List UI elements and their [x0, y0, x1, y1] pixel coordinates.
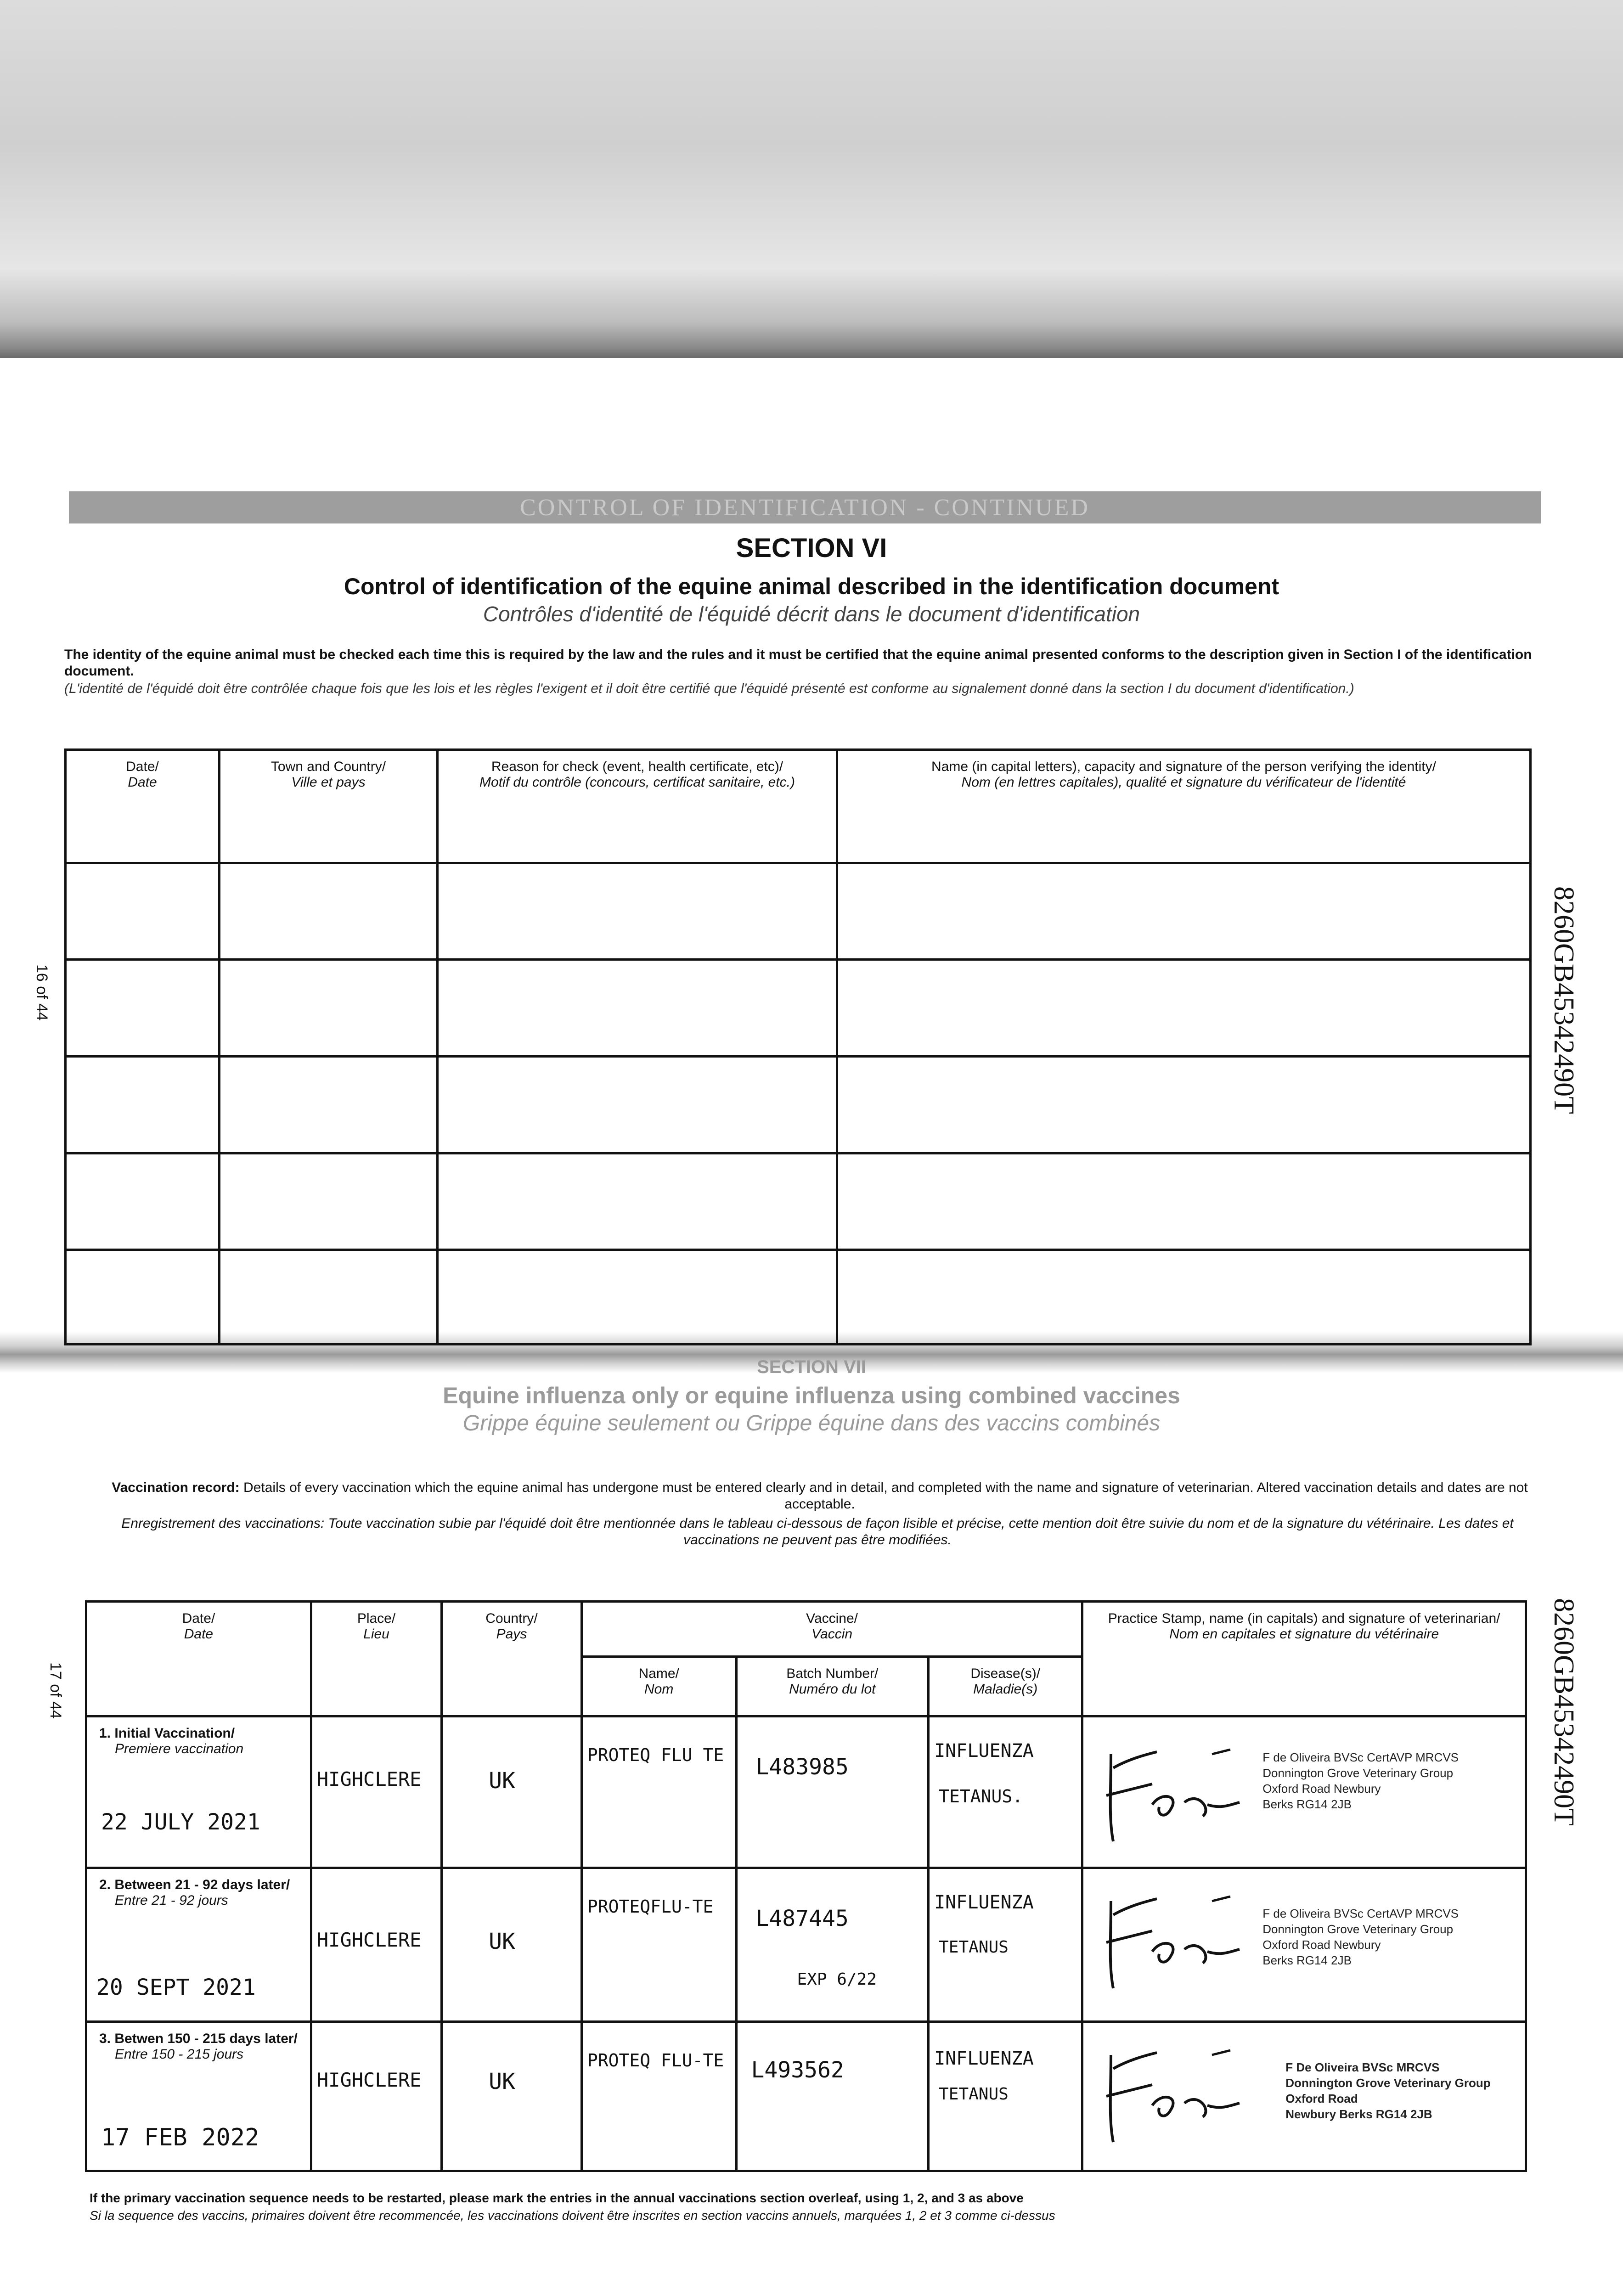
- vaccination-record-text-fr: Toute vaccination subie par l'équidé doit être mentionnée dans le tableau ci-dessous de façon lisible et précise, cette mention doit être suivie du nom et de la signature du vétérinaire. Les dates et vaccinations ne peuvent pas être modifiées.: [328, 1516, 1514, 1548]
- col-town-country: Town and Country/ Ville et pays: [220, 750, 438, 863]
- vacc-name: PROTEQFLU-TE: [587, 1896, 714, 1917]
- vet-signature-icon: [1093, 1740, 1249, 1846]
- section-vii-title-fr: Grippe équine seulement ou Grippe équine dans des vaccins combinés: [462, 1411, 1161, 1435]
- vaccination-row-3: [86, 2022, 1526, 2171]
- table-row: [66, 1250, 1531, 1345]
- section-vi-intro: The identity of the equine animal must be checked each time this is required by the law and the rules and it must be certified that the equine animal presented conforms to the description given in Section I of the identification document.: [64, 647, 1532, 679]
- page-number-16: 16 of 44: [33, 964, 51, 1021]
- vaccination-record-note-fr: [87, 1515, 1548, 1548]
- vacc-disease-1: INFLUENZA: [934, 1740, 1034, 1761]
- vaccination-record-label-fr: Enregistrement des vaccinations:: [121, 1516, 325, 1531]
- vacc-batch: L493562: [751, 2057, 844, 2083]
- vacc-name: PROTEQ FLU-TE: [587, 2050, 724, 2071]
- col-disease: Disease(s)/ Maladie(s): [929, 1657, 1082, 1716]
- vaccination-record-note: [96, 1480, 1543, 1513]
- col-reason: Reason for check (event, health certificate, etc)/ Motif du contrôle (concours, certificat sanitaire, etc.): [438, 750, 837, 863]
- vacc-place: HIGHCLERE: [316, 2069, 422, 2091]
- col-practice-stamp: Practice Stamp, name (in capitals) and signature of veterinarian/ Nom en capitales et signature du vétérinaire: [1082, 1602, 1526, 1716]
- col-vaccine: Vaccine/ Vaccin: [581, 1602, 1082, 1657]
- col-vacc-country: Country/ Pays: [442, 1602, 582, 1716]
- vacc-date: 20 SEPT 2021: [96, 1975, 256, 2000]
- passport-number-upper: 8260GB45342490T: [1548, 886, 1579, 1114]
- col-vacc-place: Place/ Lieu: [311, 1602, 441, 1716]
- vacc-disease-1: INFLUENZA: [934, 1892, 1034, 1913]
- vacc-disease-2: TETANUS: [939, 2085, 1009, 2104]
- vaccination-row-2: [86, 1868, 1526, 2022]
- section-vi-title-fr: Contrôles d'identité de l'équidé décrit dans le document d'identification: [483, 602, 1140, 626]
- row-label: 2. Between 21 - 92 days later/ Entre 21 - 92 jours: [99, 1877, 290, 1908]
- page-number-17: 17 of 44: [47, 1662, 64, 1719]
- col-vaccine-name: Name/ Nom: [581, 1657, 736, 1716]
- vet-stamp: F De Oliveira BVSc MRCVS Donnington Grove Veterinary Group Oxford Road Newbury Berks RG14 2JB: [1285, 2060, 1491, 2121]
- vet-stamp: F de Oliveira BVSc CertAVP MRCVS Donnington Grove Veterinary Group Oxford Road Newbury Berks RG14 2JB: [1262, 1907, 1459, 1967]
- row-label: 1. Initial Vaccination/ Premiere vaccination: [99, 1726, 244, 1756]
- col-verifier: Name (in capital letters), capacity and signature of the person verifying the identity/ Nom (en lettres capitales), qualité et signature du vérificateur de l'identité: [837, 750, 1531, 863]
- vacc-batch-extra: EXP 6/22: [797, 1970, 877, 1989]
- table-row: [66, 1153, 1531, 1250]
- vacc-batch: L483985: [755, 1754, 849, 1780]
- vacc-date: 17 FEB 2022: [101, 2124, 259, 2151]
- passport-number-lower: 8260GB45342490T: [1548, 1598, 1579, 1826]
- vaccination-table: [85, 1600, 1527, 2172]
- section-vi-intro-fr: (L'identité de l'équidé doit être contrôlée chaque fois que les lois et les règles l'exigent et il doit être certifié que l'équidé présenté est conforme au signalement donné dans la section I du document d'identification.): [64, 681, 1354, 696]
- identity-check-table: [64, 748, 1532, 1345]
- vacc-name: PROTEQ FLU TE: [587, 1745, 724, 1765]
- table-row: [66, 960, 1531, 1057]
- vacc-country: UK: [489, 1929, 515, 1954]
- vacc-place: HIGHCLERE: [316, 1768, 422, 1790]
- table-row: [66, 863, 1531, 960]
- col-date: Date/ Date: [66, 750, 220, 863]
- vaccination-record-label: Vaccination record:: [112, 1480, 240, 1495]
- col-vacc-date: Date/ Date: [86, 1602, 311, 1716]
- vacc-disease-2: TETANUS: [939, 1938, 1009, 1957]
- section-vii-label: SECTION VII: [757, 1357, 866, 1377]
- section-vii-title: Equine influenza only or equine influenza using combined vaccines: [443, 1383, 1180, 1408]
- vaccination-record-text: Details of every vaccination which the equine animal has undergone must be entered clearly and in detail, and completed with the name and signature of veterinarian. Altered vaccination details and dates are not acceptable.: [243, 1480, 1528, 1512]
- scan-shadow-top: [0, 0, 1623, 358]
- col-batch-number: Batch Number/ Numéro du lot: [736, 1657, 929, 1716]
- table-row: [66, 1057, 1531, 1154]
- row-label: 3. Betwen 150 - 215 days later/ Entre 150 - 215 jours: [99, 2031, 298, 2062]
- footnote: If the primary vaccination sequence needs to be restarted, please mark the entries in the annual vaccinations section overleaf, using 1, 2, and 3 as above: [90, 2191, 1024, 2205]
- vet-signature-icon: [1093, 2041, 1249, 2147]
- section-banner: CONTROL OF IDENTIFICATION - CONTINUED: [69, 491, 1541, 523]
- section-vi-title: Control of identification of the equine animal described in the identification document: [344, 574, 1279, 599]
- vet-signature-icon: [1093, 1887, 1249, 1993]
- vacc-batch: L487445: [755, 1906, 849, 1931]
- vacc-date: 22 JULY 2021: [101, 1809, 260, 1835]
- vaccination-row-1: [86, 1716, 1526, 1868]
- vacc-disease-2: TETANUS.: [939, 1786, 1023, 1806]
- vacc-country: UK: [489, 1768, 515, 1794]
- section-vi-label: SECTION VI: [736, 533, 887, 563]
- vacc-place: HIGHCLERE: [316, 1929, 422, 1951]
- footnote-fr: Si la sequence des vaccins, primaires doivent être recommencée, les vaccinations doivent être inscrites en section vaccins annuels, marquées 1, 2 et 3 comme ci-dessus: [90, 2208, 1055, 2223]
- vet-stamp: F de Oliveira BVSc CertAVP MRCVS Donnington Grove Veterinary Group Oxford Road Newbury Berks RG14 2JB: [1262, 1750, 1459, 1811]
- vacc-disease-1: INFLUENZA: [934, 2048, 1034, 2069]
- vacc-country: UK: [489, 2069, 515, 2094]
